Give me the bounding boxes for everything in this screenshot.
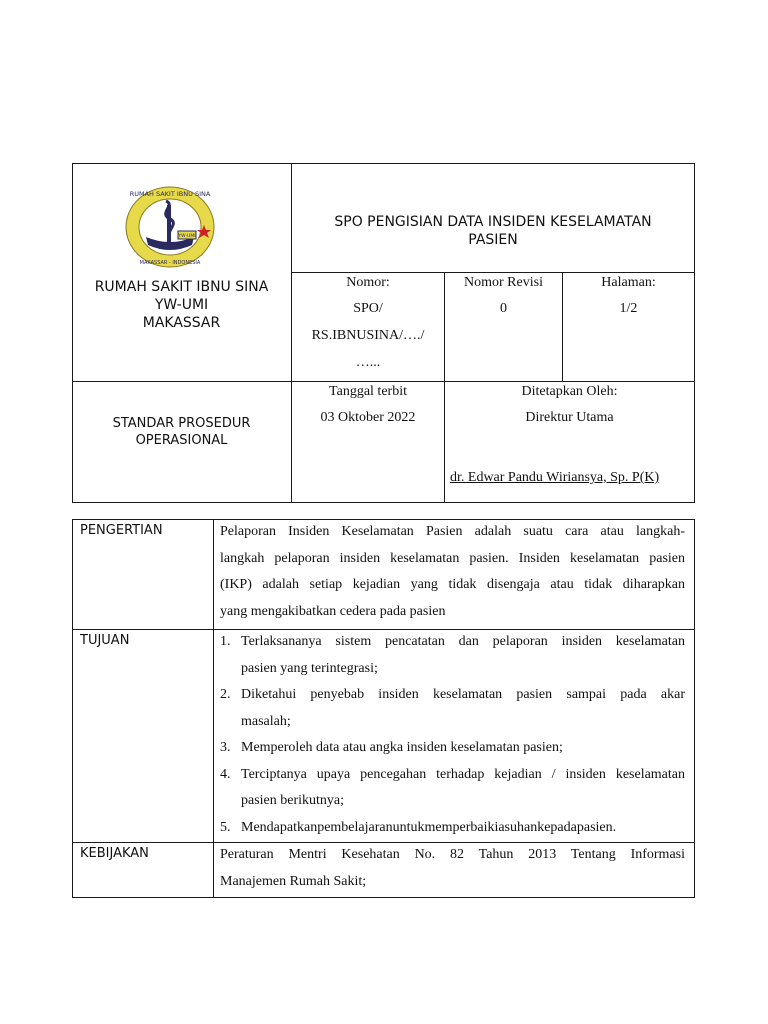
pengertian-line: (IKP) adalah setiap kejadian yang tidak disengaja atau tidak diharapkan [220, 577, 685, 592]
logo-ribbon-text: YW-UMI [178, 234, 196, 239]
hospital-name-line3: MAKASSAR [142, 315, 221, 331]
tujuan-item-line: Memperoleh data atau angka insiden keselamatan pasien; [241, 740, 563, 755]
revisi-value: 0 [500, 301, 507, 316]
spo-content-table [72, 519, 695, 898]
hospital-seal-logo-icon [124, 185, 216, 269]
document-header-table [72, 163, 695, 503]
nomor-value-line1: SPO/ [353, 301, 383, 316]
nomor-label: Nomor: [346, 275, 390, 290]
pengertian-line: langkah pelaporan insiden keselamatan pasien. Insiden keselamatan pasien [220, 550, 685, 566]
pengertian-line: yang mengakibatkan cedera pada pasien [220, 603, 446, 619]
tujuan-item-line: Terciptanya upaya pencegahan terhadap kejadian / insiden keselamatan [241, 766, 685, 782]
halaman-value: 1/2 [619, 301, 638, 316]
pengertian-line: Pelaporan Insiden Keselamatan Pasien adalah suatu cara atau langkah- [220, 524, 685, 539]
nomor-value-line2: RS.IBNUSINA/…./ [311, 328, 425, 343]
tujuan-item-number: 1. [220, 634, 231, 649]
tanggal-terbit-value: 03 Oktober 2022 [320, 410, 416, 425]
kebijakan-line: Peraturan Mentri Kesehatan No. 82 Tahun 2013 Tentang Informasi [220, 847, 685, 862]
section-label-pengertian: PENGERTIAN [80, 523, 163, 538]
spo-type-line1: STANDAR PROSEDUR [112, 416, 251, 431]
tujuan-item-line: Mendapatkanpembelajaranuntukmemperbaikiasuhankepadapasien. [241, 819, 617, 835]
tujuan-item-number: 5. [220, 819, 231, 835]
revisi-label: Nomor Revisi [464, 275, 543, 290]
tujuan-item-line: Terlaksananya sistem pencatatan dan pelaporan insiden keselamatan [241, 634, 685, 649]
nomor-value-line3: …... [355, 355, 381, 370]
tujuan-item-number: 3. [220, 740, 231, 755]
halaman-label: Halaman: [601, 275, 656, 290]
tujuan-item-line: masalah; [241, 713, 291, 729]
document-title-line2: PASIEN [468, 232, 518, 248]
spo-type-line2: OPERASIONAL [135, 433, 228, 448]
ditetapkan-value: Direktur Utama [525, 410, 614, 425]
section-label-kebijakan: KEBIJAKAN [80, 846, 149, 861]
signatory-name: dr. Edwar Pandu Wiriansya, Sp. P(K) [450, 470, 660, 485]
tanggal-terbit-label: Tanggal terbit [329, 384, 407, 399]
kebijakan-line: Manajemen Rumah Sakit; [220, 873, 367, 889]
logo-ring-text-bottom: MAKASSAR - INDONESIA [139, 260, 201, 266]
tujuan-item-line: pasien yang terintegrasi; [241, 660, 378, 676]
tujuan-item-number: 4. [220, 766, 231, 782]
document-title-line1: SPO PENGISIAN DATA INSIDEN KESELAMATAN [334, 214, 652, 230]
hospital-name-line1: RUMAH SAKIT IBNU SINA [94, 279, 269, 295]
tujuan-item-number: 2. [220, 687, 231, 702]
tujuan-item-line: pasien berikutnya; [241, 793, 345, 808]
hospital-name-line2: YW-UMI [154, 297, 209, 313]
ditetapkan-label: Ditetapkan Oleh: [521, 384, 618, 399]
section-label-tujuan: TUJUAN [80, 633, 130, 648]
tujuan-item-line: Diketahui penyebab insiden keselamatan pasien sampai pada akar [241, 687, 685, 702]
logo-ring-text-top: RUMAH SAKIT IBNU SINA [129, 190, 211, 198]
